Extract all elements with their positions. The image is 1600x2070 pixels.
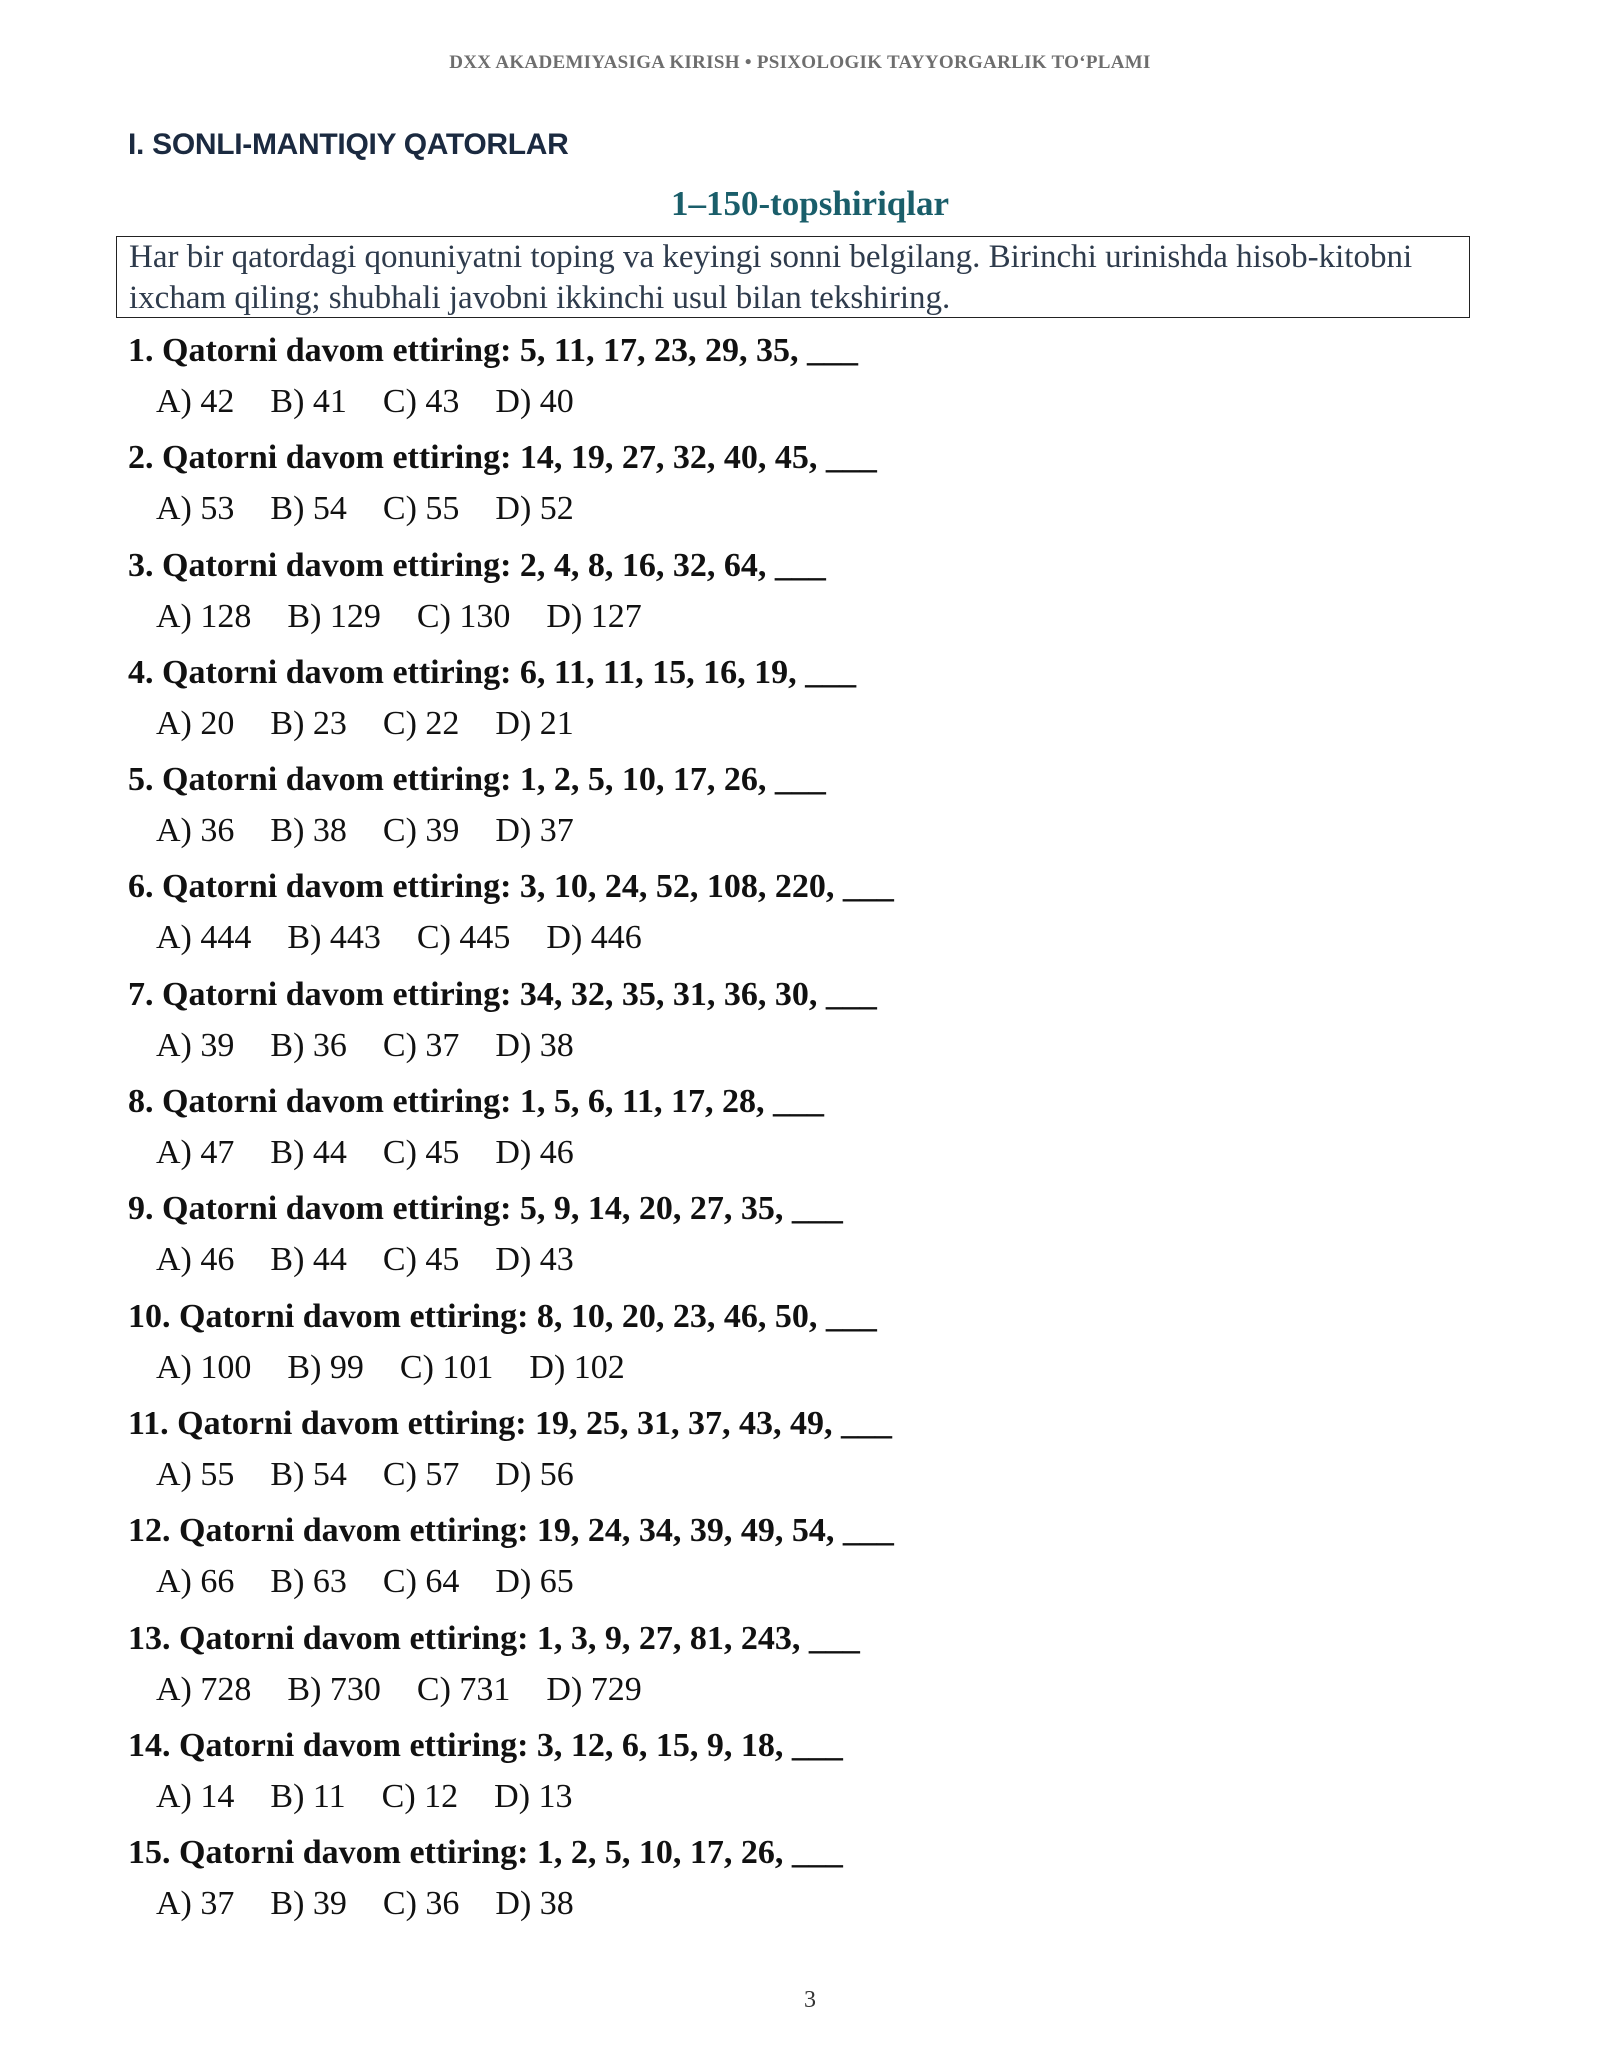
option-d[interactable]: D) 46 bbox=[495, 1134, 574, 1172]
question-item bbox=[128, 1296, 1488, 1403]
question-item bbox=[128, 545, 1488, 652]
option-c[interactable]: C) 39 bbox=[382, 812, 460, 850]
option-b[interactable]: B) 730 bbox=[287, 1670, 381, 1708]
answer-options bbox=[156, 1562, 1488, 1602]
question-item bbox=[128, 974, 1488, 1081]
answer-options bbox=[156, 1670, 1488, 1710]
question-text: 6. Qatorni davom ettiring: 3, 10, 24, 52, 108, 220, ___ bbox=[128, 868, 894, 906]
option-d[interactable]: D) 446 bbox=[546, 919, 642, 957]
option-d[interactable]: D) 13 bbox=[494, 1777, 573, 1815]
option-d[interactable]: D) 37 bbox=[495, 812, 574, 850]
option-b[interactable]: B) 129 bbox=[287, 597, 381, 635]
answer-options bbox=[156, 1455, 1488, 1495]
option-a[interactable]: A) 36 bbox=[156, 812, 235, 850]
question-text: 7. Qatorni davom ettiring: 34, 32, 35, 31, 36, 30, ___ bbox=[128, 975, 877, 1013]
option-c[interactable]: C) 64 bbox=[382, 1563, 460, 1601]
option-c[interactable]: C) 57 bbox=[382, 1455, 460, 1493]
option-c[interactable]: C) 43 bbox=[382, 383, 460, 420]
option-b[interactable]: B) 38 bbox=[270, 812, 347, 850]
question-list bbox=[128, 330, 1488, 1939]
question-item bbox=[128, 866, 1488, 973]
option-b[interactable]: B) 54 bbox=[270, 490, 347, 528]
answer-options bbox=[156, 1240, 1488, 1280]
question-text: 4. Qatorni davom ettiring: 6, 11, 11, 15, 16, 19, ___ bbox=[128, 653, 857, 691]
option-b[interactable]: B) 54 bbox=[270, 1455, 347, 1493]
option-b[interactable]: B) 36 bbox=[270, 1026, 347, 1064]
answer-options bbox=[156, 489, 1488, 529]
question-text: 11. Qatorni davom ettiring: 19, 25, 31, 37, 43, 49, ___ bbox=[128, 1404, 893, 1442]
question-text: 1. Qatorni davom ettiring: 5, 11, 17, 23, 29, 35, ___ bbox=[128, 332, 859, 369]
option-a[interactable]: A) 728 bbox=[156, 1670, 252, 1708]
option-a[interactable]: A) 39 bbox=[156, 1026, 235, 1064]
question-text: 12. Qatorni davom ettiring: 19, 24, 34, 39, 49, 54, ___ bbox=[128, 1512, 894, 1550]
question-item bbox=[128, 1510, 1488, 1617]
option-a[interactable]: A) 53 bbox=[156, 490, 235, 528]
option-c[interactable]: C) 101 bbox=[399, 1348, 494, 1386]
option-b[interactable]: B) 39 bbox=[270, 1885, 347, 1923]
option-a[interactable]: A) 46 bbox=[156, 1241, 235, 1279]
question-item bbox=[128, 1403, 1488, 1510]
question-item bbox=[128, 437, 1488, 544]
option-b[interactable]: B) 44 bbox=[270, 1241, 347, 1279]
option-a[interactable]: A) 42 bbox=[156, 383, 235, 420]
option-d[interactable]: D) 38 bbox=[495, 1026, 574, 1064]
question-item bbox=[128, 1832, 1488, 1939]
question-text: 3. Qatorni davom ettiring: 2, 4, 8, 16, 32, 64, ___ bbox=[128, 546, 826, 584]
option-b[interactable]: B) 44 bbox=[270, 1134, 347, 1172]
option-a[interactable]: A) 444 bbox=[156, 919, 252, 957]
question-text: 14. Qatorni davom ettiring: 3, 12, 6, 15, 9, 18, ___ bbox=[128, 1726, 843, 1764]
task-range-subtitle: 1–150-topshiriqlar bbox=[670, 184, 950, 223]
option-b[interactable]: B) 41 bbox=[270, 383, 347, 420]
option-c[interactable]: C) 45 bbox=[382, 1241, 460, 1279]
option-d[interactable]: D) 21 bbox=[495, 704, 574, 742]
answer-options bbox=[156, 811, 1488, 851]
option-d[interactable]: D) 43 bbox=[495, 1241, 574, 1279]
option-c[interactable]: C) 12 bbox=[381, 1777, 459, 1815]
option-c[interactable]: C) 445 bbox=[416, 919, 511, 957]
answer-options bbox=[156, 1348, 1488, 1388]
option-c[interactable]: C) 731 bbox=[416, 1670, 511, 1708]
option-a[interactable]: A) 128 bbox=[156, 597, 252, 635]
option-c[interactable]: C) 37 bbox=[382, 1026, 460, 1064]
question-item bbox=[128, 330, 1488, 437]
question-text: 13. Qatorni davom ettiring: 1, 3, 9, 27, 81, 243, ___ bbox=[128, 1619, 860, 1657]
option-c[interactable]: C) 130 bbox=[416, 597, 511, 635]
answer-options bbox=[156, 704, 1488, 744]
option-c[interactable]: C) 22 bbox=[382, 704, 460, 742]
answer-options bbox=[156, 1026, 1488, 1066]
option-a[interactable]: A) 55 bbox=[156, 1455, 235, 1493]
option-a[interactable]: A) 20 bbox=[156, 704, 235, 742]
answer-options bbox=[156, 1133, 1488, 1173]
question-text: 5. Qatorni davom ettiring: 1, 2, 5, 10, 17, 26, ___ bbox=[128, 761, 826, 799]
running-header: DXX AKADEMIYASIGA KIRISH • PSIXOLOGIK TAYYORGARLIK TO‘PLAMI bbox=[449, 52, 1151, 73]
question-text: 8. Qatorni davom ettiring: 1, 5, 6, 11, 17, 28, ___ bbox=[128, 1083, 825, 1121]
page-number: 3 bbox=[804, 1987, 816, 2013]
question-text: 15. Qatorni davom ettiring: 1, 2, 5, 10, 17, 26, ___ bbox=[128, 1834, 843, 1872]
section-title: I. SONLI-MANTIQIY QATORLAR bbox=[128, 128, 569, 161]
option-b[interactable]: B) 99 bbox=[287, 1348, 364, 1386]
question-item bbox=[128, 1188, 1488, 1295]
option-a[interactable]: A) 47 bbox=[156, 1134, 235, 1172]
option-d[interactable]: D) 729 bbox=[546, 1670, 642, 1708]
option-a[interactable]: A) 14 bbox=[156, 1777, 235, 1815]
option-d[interactable]: D) 38 bbox=[495, 1885, 574, 1923]
option-a[interactable]: A) 37 bbox=[156, 1885, 235, 1923]
option-b[interactable]: B) 63 bbox=[270, 1563, 347, 1601]
option-d[interactable]: D) 102 bbox=[529, 1348, 625, 1386]
answer-options bbox=[156, 382, 1488, 422]
answer-options bbox=[156, 597, 1488, 637]
option-c[interactable]: C) 36 bbox=[382, 1885, 460, 1923]
option-c[interactable]: C) 55 bbox=[382, 490, 460, 528]
option-d[interactable]: D) 40 bbox=[495, 383, 574, 420]
question-item bbox=[128, 1618, 1488, 1725]
option-d[interactable]: D) 65 bbox=[495, 1563, 574, 1601]
question-text: 2. Qatorni davom ettiring: 14, 19, 27, 32, 40, 45, ___ bbox=[128, 439, 877, 477]
option-a[interactable]: A) 100 bbox=[156, 1348, 252, 1386]
option-c[interactable]: C) 45 bbox=[382, 1134, 460, 1172]
option-d[interactable]: D) 56 bbox=[495, 1455, 574, 1493]
option-b[interactable]: B) 11 bbox=[270, 1777, 346, 1815]
option-b[interactable]: B) 443 bbox=[287, 919, 381, 957]
question-item bbox=[128, 652, 1488, 759]
question-text: 9. Qatorni davom ettiring: 5, 9, 14, 20, 27, 35, ___ bbox=[128, 1190, 843, 1228]
question-item bbox=[128, 1725, 1488, 1832]
question-item bbox=[128, 759, 1488, 866]
option-a[interactable]: A) 66 bbox=[156, 1563, 235, 1601]
answer-options bbox=[156, 1777, 1488, 1817]
question-item bbox=[128, 1081, 1488, 1188]
instruction-box: Har bir qatordagi qonuniyatni toping va keyingi sonni belgilang. Birinchi urinishda hisob-kitobni ixcham qiling; shubhali javobni ikkinchi usul bilan tekshiring. bbox=[116, 236, 1470, 318]
option-d[interactable]: D) 52 bbox=[495, 490, 574, 528]
option-b[interactable]: B) 23 bbox=[270, 704, 347, 742]
question-text: 10. Qatorni davom ettiring: 8, 10, 20, 23, 46, 50, ___ bbox=[128, 1297, 877, 1335]
option-d[interactable]: D) 127 bbox=[546, 597, 642, 635]
answer-options bbox=[156, 1884, 1488, 1924]
answer-options bbox=[156, 918, 1488, 958]
